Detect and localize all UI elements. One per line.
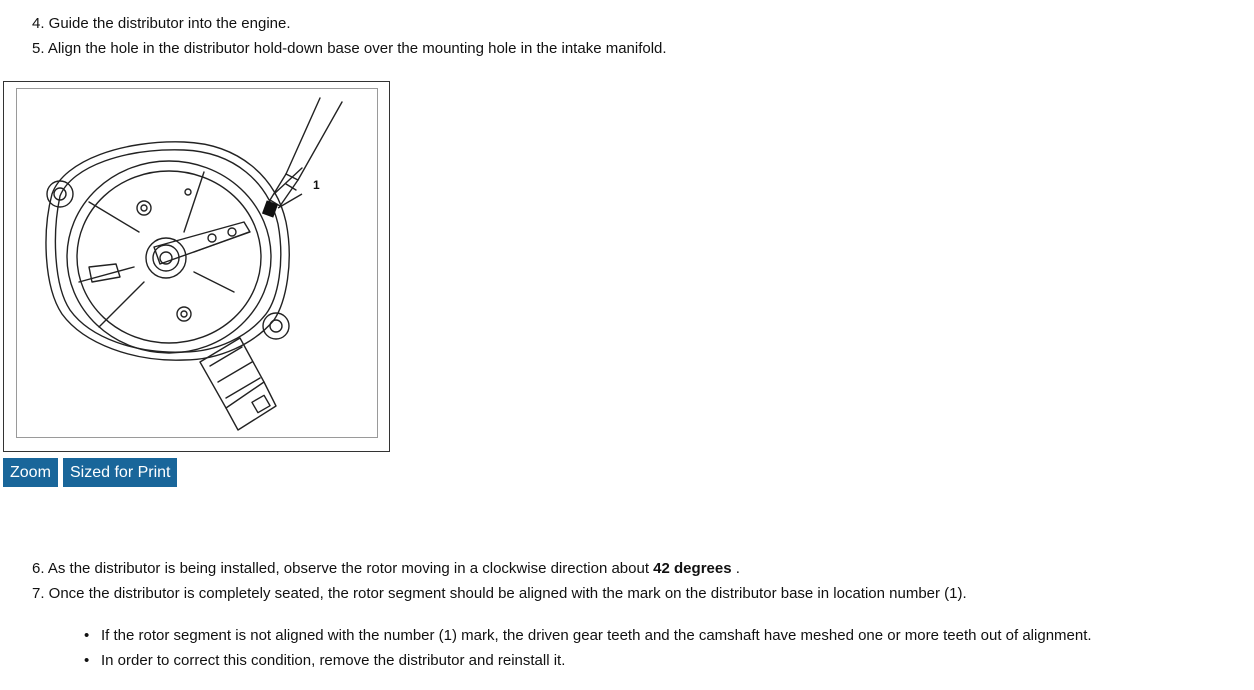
step-6-bold: 42 degrees (653, 560, 732, 577)
zoom-button[interactable]: Zoom (3, 458, 58, 487)
sized-for-print-button[interactable]: Sized for Print (63, 458, 177, 487)
step-4-text: 4. Guide the distributor into the engine. (32, 15, 291, 32)
step-5-text: 5. Align the hole in the distributor hold-down base over the mounting hole in the intake manifold. (32, 40, 667, 57)
step-6-text (32, 560, 740, 578)
bullet-text: In order to correct this condition, remove the distributor and reinstall it. (101, 652, 566, 669)
bullet-symbol: • (84, 627, 90, 644)
bullet-symbol: • (84, 652, 90, 669)
step-6-before: 6. As the distributor is being installed, observe the rotor moving in a clockwise direction about (32, 560, 654, 577)
callout-label-1: 1 (313, 178, 320, 192)
step-6-after: . (731, 560, 740, 577)
bullet-text: If the rotor segment is not aligned with the number (1) mark, the driven gear teeth and the camshaft have meshed one or more teeth out of alignment. (101, 627, 1092, 644)
distributor-figure (3, 81, 390, 452)
step-7-text: 7. Once the distributor is completely seated, the rotor segment should be aligned with the mark on the distributor base in location number (1). (32, 585, 967, 602)
distributor-illustration-icon (4, 82, 391, 453)
